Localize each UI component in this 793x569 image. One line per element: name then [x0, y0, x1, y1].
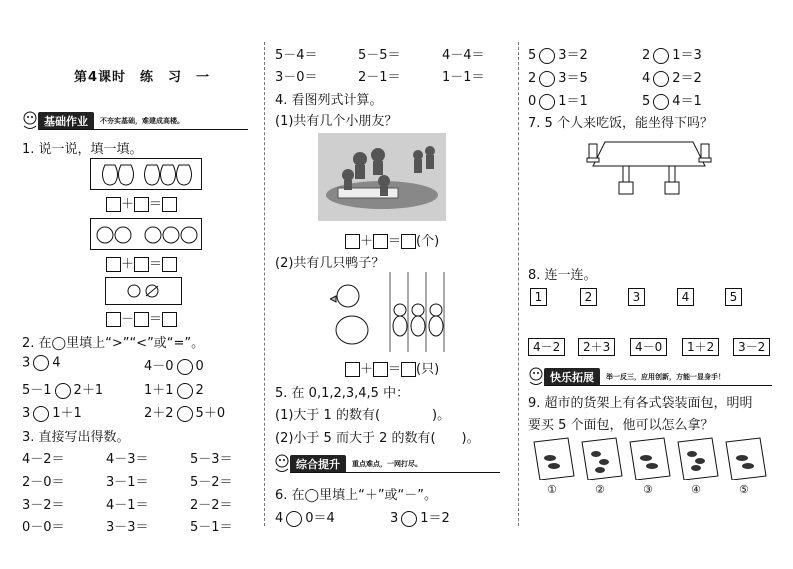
- section-tag: 快乐拓展: [544, 368, 600, 386]
- q3-cell: 3－2＝: [22, 498, 65, 513]
- tomato-icons: [91, 219, 201, 249]
- q6-row: 5 3＝2: [528, 48, 588, 63]
- q3-cell: 5－2＝: [190, 475, 233, 490]
- q5-b: (2)小于 5 而大于 2 的数有( )。: [275, 431, 480, 446]
- circle-icons: [106, 278, 181, 304]
- q6-row: 5 4＝1: [642, 94, 702, 109]
- q7-label: 7. 5 个人来吃饭，能坐得下吗？: [528, 116, 713, 131]
- circles-picture: [105, 277, 182, 305]
- section-banner-basic: [20, 112, 248, 130]
- q3-cell: 2－0＝: [22, 475, 65, 490]
- mascot-icon: [272, 453, 292, 473]
- q3-cell: 4－4＝: [442, 48, 485, 63]
- q2-row-1: 3 4: [22, 355, 61, 371]
- mascot-icon: [20, 110, 40, 130]
- q2-row-1b: 4－0 0: [144, 359, 204, 374]
- q2-label: 2. 在◯里填上“>”“<”或“=”。: [22, 336, 205, 351]
- q5-a: (1)大于 1 的数有( )。: [275, 408, 451, 423]
- q3-label: 3. 直接写出得数。: [22, 430, 130, 445]
- q8-expr[interactable]: 3－2: [733, 338, 770, 356]
- pears-picture: [90, 158, 202, 190]
- ducks-picture: [330, 272, 458, 352]
- q8-number[interactable]: 3: [628, 288, 645, 306]
- q2-row-2: 5－1 2＋1: [22, 383, 104, 398]
- q6-row: 3 1＝2: [390, 511, 450, 526]
- q4-sub1: (1)共有几个小朋友？: [275, 114, 398, 129]
- bag-label: ②: [595, 483, 605, 496]
- q8-label: 8. 连一连。: [528, 268, 597, 283]
- column-divider-2: [518, 42, 519, 526]
- bag-label: ⑤: [739, 483, 749, 496]
- q8-expr[interactable]: 4－0: [630, 338, 667, 356]
- q8-number[interactable]: 4: [677, 288, 694, 306]
- q9-line1: 9. 超市的货架上有各式袋装面包，明明: [528, 396, 753, 411]
- q6-row: 2 1＝3: [642, 48, 702, 63]
- q1-equation-1: ＋ ＝: [106, 193, 177, 212]
- q6-row: 0 1＝1: [528, 94, 588, 109]
- q3-cell: 2－2＝: [190, 498, 233, 513]
- q3-cell: 5－4＝: [275, 48, 318, 63]
- bag-label: ④: [691, 483, 701, 496]
- q3-cell: 3－3＝: [106, 520, 149, 535]
- q2-row-3: 3 1＋1: [22, 406, 82, 421]
- section-motto: 举一反三，应用创新，方能一显身手！: [606, 373, 725, 381]
- q8-number[interactable]: 2: [580, 288, 597, 306]
- tomatoes-picture: [90, 218, 202, 250]
- q3-cell: 3－1＝: [106, 475, 149, 490]
- q3-cell: 4－3＝: [106, 452, 149, 467]
- q1-label: 1. 说一说，填一填。: [22, 142, 143, 157]
- q3-cell: 5－5＝: [358, 48, 401, 63]
- q6-row: 4 2＝2: [642, 71, 702, 86]
- q8-expr[interactable]: 1＋2: [682, 338, 719, 356]
- section-tag: 基础作业: [38, 112, 94, 130]
- q4-label: 4. 看图列式计算。: [275, 93, 383, 108]
- q3-cell: 3－0＝: [275, 70, 318, 85]
- q6-label: 6. 在◯里填上“＋”或“－”。: [275, 488, 438, 503]
- q8-expr[interactable]: 4－2: [528, 338, 565, 356]
- q2-row-3b: 2＋2 5＋0: [144, 406, 226, 421]
- q4-equation-1: ＋ ＝ (个): [345, 230, 439, 249]
- q1-equation-3: － ＝: [106, 308, 177, 327]
- q6-row: 4 0＝4: [275, 511, 335, 526]
- section-motto: 不夯实基础，难建成高楼。: [100, 117, 184, 125]
- q1-equation-2: ＋ ＝: [106, 253, 177, 272]
- q3-cell: 1－1＝: [442, 70, 485, 85]
- q4-equation-2: ＋ ＝ (只): [345, 358, 439, 377]
- q3-cell: 0－0＝: [22, 520, 65, 535]
- column-divider-1: [264, 42, 265, 526]
- q3-cell: 5－3＝: [190, 452, 233, 467]
- children-picture: [318, 133, 446, 221]
- q8-number[interactable]: 1: [530, 288, 547, 306]
- q3-cell: 4－1＝: [106, 498, 149, 513]
- section-motto: 重点难点，一网打尽。: [352, 460, 422, 468]
- section-banner-comprehensive: [272, 455, 500, 473]
- q2-row-2b: 1＋1 2: [144, 383, 204, 398]
- q8-number[interactable]: 5: [725, 288, 742, 306]
- section-tag: 综合提升: [290, 455, 346, 473]
- lesson-title: 第4课时 练 习 一: [74, 70, 211, 85]
- bag-label: ①: [547, 483, 557, 496]
- table-chairs-picture: [585, 134, 713, 198]
- q3-cell: 2－1＝: [358, 70, 401, 85]
- q8-expr[interactable]: 2＋3: [578, 338, 615, 356]
- q6-row: 2 3＝5: [528, 71, 588, 86]
- q5-label: 5. 在 0,1,2,3,4,5 中：: [275, 386, 410, 401]
- q4-sub2: (2)共有几只鸭子？: [275, 256, 385, 271]
- q3-cell: 4－2＝: [22, 452, 65, 467]
- q3-cell: 5－1＝: [190, 520, 233, 535]
- mascot-icon: [526, 366, 546, 386]
- q9-line2: 要买 5 个面包，他可以怎么拿？: [528, 418, 714, 433]
- pear-icons: [91, 159, 201, 189]
- bread-bags-picture: [530, 436, 770, 480]
- bag-label: ③: [643, 483, 653, 496]
- section-banner-extension: [526, 368, 772, 386]
